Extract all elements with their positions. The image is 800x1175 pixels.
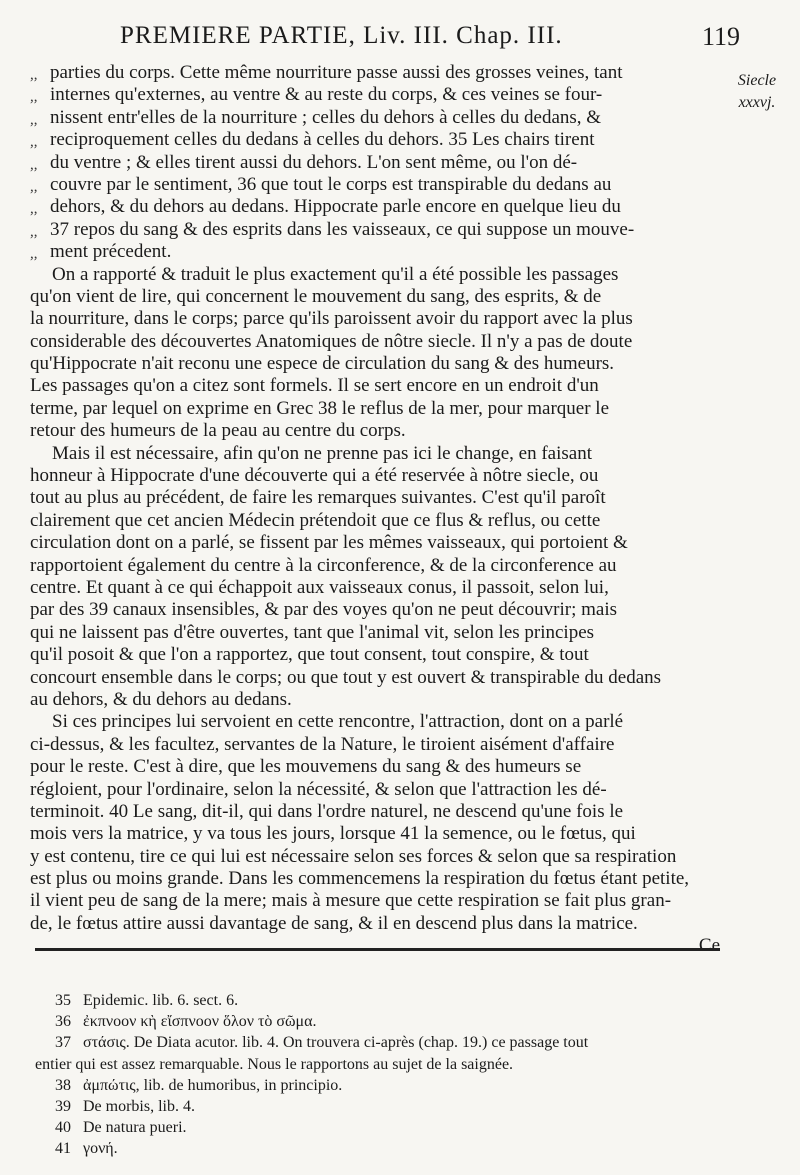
text-line: considerable des découvertes Anatomiques de nôtre siecle. Il n'y a pas de doute <box>30 330 633 352</box>
footnote-number: 41 <box>55 1140 71 1158</box>
text-line: qu'Hippocrate n'ait reconu une espece de circulation du sang & des humeurs. <box>30 353 615 375</box>
text-line: par des 39 canaux insensibles, & par des voyes qu'on ne peut découvrir; mais <box>30 599 617 621</box>
footnote-number: 38 <box>55 1076 71 1094</box>
footnote <box>55 1032 725 1053</box>
footnote-number: 35 <box>55 992 71 1009</box>
text-line: retour des humeurs de la peau au centre du corps. <box>30 420 406 442</box>
running-head: PREMIERE PARTIE, Liv. III. Chap. III. <box>120 22 563 49</box>
text-line: de, le fœtus attire aussi davantage de sang, & il en descend plus dans la matrice. <box>30 912 638 934</box>
footnote-text: Epidemic. lib. 6. sect. 6. <box>83 992 239 1009</box>
text-line: qu'on vient de lire, qui concernent le mouvement du sang, des esprits, & de <box>30 285 602 307</box>
text-line: est plus ou moins grande. Dans les commencemens la respiration du fœtus étant petite, <box>30 868 690 890</box>
text-line: honneur à Hippocrate d'une découverte qui a été reservée à nôtre siecle, ou <box>30 465 599 487</box>
footnote-number: 37 <box>55 1034 71 1052</box>
text-line: ,, parties du corps. Cette même nourriture passe aussi des grosses veines, tant <box>30 62 720 84</box>
text-line: la nourriture, dans le corps; parce qu'ils paroissent avoir du rapport avec la plus <box>30 308 633 330</box>
margin-note: Siecle xxxvj. <box>737 72 777 111</box>
main-text <box>30 62 720 958</box>
text-line: ci-dessus, & les facultez, servantes de la Nature, le tiroient aisément d'affaire <box>30 733 615 755</box>
text-line: au dehors, & du dehors au dedans. <box>30 688 292 710</box>
text-line: y est contenu, tire ce qui lui est nécessaire selon ses forces & selon que sa respiration <box>30 845 677 867</box>
page-number: 119 <box>701 22 740 51</box>
text-line: circulation dont on a parlé, se fissent par les mêmes vaisseaux, qui portoient & <box>30 532 628 554</box>
text-line: mois vers la matrice, y va tous les jours, lorsque 41 la semence, ou le fœtus, qui <box>30 823 636 845</box>
text-line: ,, ment précedent. <box>30 241 720 263</box>
text-line: ,, internes qu'externes, au ventre & au reste du corps, & ces veines se four- <box>30 84 720 106</box>
footnote <box>55 1011 725 1032</box>
text-line: On a rapporté & traduit le plus exactement qu'il a été possible les passages <box>52 263 619 285</box>
text-line: régloient, pour l'ordinaire, selon la nécessité, & selon que l'attraction les dé- <box>30 778 607 800</box>
footnote-number: 36 <box>55 1013 71 1031</box>
footnote <box>55 1117 725 1138</box>
text-line: ,, nissent entr'elles de la nourriture ; celles du dehors à celles du dedans, & <box>30 107 720 129</box>
text-line: concourt ensemble dans le corps; ou que tout y est ouvert & transpirable du dedans <box>30 666 662 688</box>
text-line: qu'il posoit & que l'on a rapportez, que tout consent, tout conspire, & tout <box>30 644 589 666</box>
text-line: ,, 37 repos du sang & des esprits dans les vaisseaux, ce qui suppose un mouve- <box>30 219 720 241</box>
text-line: rapportoient également du centre à la circonference, & de la circonference au <box>30 554 617 576</box>
footnote-text: De natura pueri. <box>83 1119 187 1137</box>
text-line: ,, du ventre ; & elles tirent aussi du dehors. L'on sent même, ou l'on dé- <box>30 152 720 174</box>
text-line: terminoit. 40 Le sang, dit-il, qui dans l'ordre naturel, ne descend qu'une fois le <box>30 800 624 822</box>
text-line: ,, couvre par le sentiment, 36 que tout le corps est transpirable du dedans au <box>30 174 720 196</box>
footnote <box>35 1054 725 1075</box>
text-line: terme, par lequel on exprime en Grec 38 le reflus de la mer, pour marquer le <box>30 397 610 419</box>
footnote-number: 40 <box>55 1119 71 1137</box>
text-line: pour le reste. C'est à dire, que les mouvemens du sang & des humeurs se <box>30 756 582 778</box>
text-line: il vient peu de sang de la mere; mais à mesure que cette respiration se fait plus gran- <box>30 890 672 912</box>
footnote-number: 39 <box>55 1097 71 1115</box>
footnote-text: στάσις. De Diata acutor. lib. 4. On trouvera ci-après (chap. 19.) ce passage tout <box>83 1034 589 1052</box>
text-line: ,, dehors, & du dehors au dedans. Hippocrate parle encore en quelque lieu du <box>30 196 720 218</box>
footnote <box>55 990 725 1011</box>
text-line: clairement que cet ancien Médecin prétendoit que ce flus & reflus, ou cette <box>30 509 601 531</box>
footnote-rule <box>35 948 720 951</box>
text-line: tout au plus au précédent, de faire les remarques suivantes. C'est qu'il paroît <box>30 487 606 509</box>
footnote-text: entier qui est assez remarquable. Nous le rapportons au sujet de la saignée. <box>35 1055 514 1073</box>
text-line: Les passages qu'on a citez sont formels. Il se sert encore en un endroit d'un <box>30 375 599 397</box>
page-header <box>120 22 740 56</box>
footnote <box>55 1096 725 1117</box>
footnote <box>55 1075 725 1096</box>
text-line: Ce <box>698 935 720 957</box>
footnote-text: ἐκπνοον κὴ εἴσπνοον ὅλον τὸ σῶμα. <box>83 1013 317 1031</box>
footnotes <box>35 990 725 1160</box>
text-line: Mais il est nécessaire, afin qu'on ne prenne pas ici le change, en faisant <box>52 442 592 464</box>
text-line: qui ne laissent pas d'être ouvertes, tant que l'animal vit, selon les principes <box>30 621 595 643</box>
text-line: ,, reciproquement celles du dedans à celles du dehors. 35 Les chairs tirent <box>30 129 720 151</box>
footnote-text: ἀμπώτις, lib. de humoribus, in principio. <box>83 1076 343 1094</box>
footnote-text: De morbis, lib. 4. <box>83 1097 195 1115</box>
text-line: Si ces principes lui servoient en cette rencontre, l'attraction, dont on a parlé <box>52 711 624 733</box>
text-line: centre. Et quant à ce qui échappoit aux vaisseaux conus, il passoit, selon lui, <box>30 576 609 598</box>
footnote-text: γονή. <box>83 1140 118 1158</box>
footnote <box>55 1138 725 1159</box>
